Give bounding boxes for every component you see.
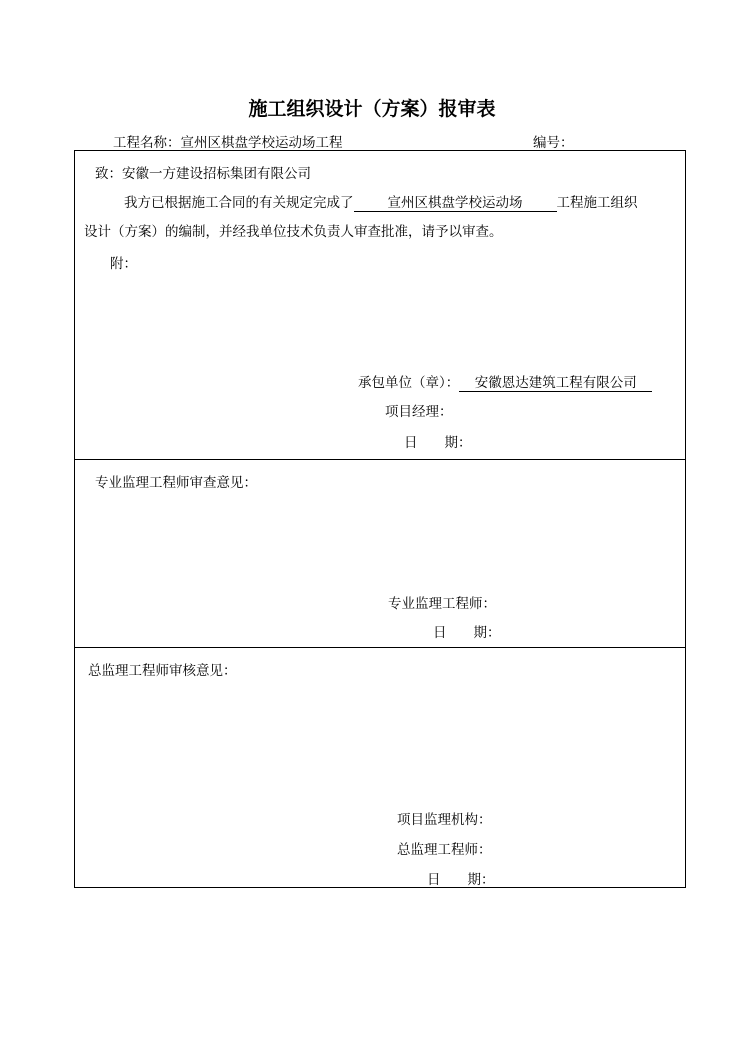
- submission-statement-line1: [124, 191, 638, 212]
- specialist-opinion-label: 专业监理工程师审查意见：: [95, 475, 257, 491]
- submission-statement-line2: 设计（方案）的编制，并经我单位技术负责人审查批准，请予以审查。: [84, 224, 503, 240]
- project-name-value: 宣州区棋盘学校运动场工程: [180, 135, 343, 151]
- page-title: 施工组织设计（方案）报审表: [248, 98, 496, 120]
- project-manager-label: 项目经理：: [385, 404, 453, 420]
- document-number-label: 编号：: [533, 135, 574, 151]
- section-divider-1: [74, 459, 686, 460]
- specialist-engineer-label: 专业监理工程师：: [388, 596, 496, 612]
- statement-suffix: 工程施工组织: [556, 195, 638, 211]
- project-label: 工程名称：: [113, 135, 181, 151]
- chief-opinion-label: 总监理工程师审核意见：: [88, 663, 237, 679]
- addressee: 致：安徽一方建设招标集团有限公司: [95, 166, 311, 182]
- section2-date-label: 日 期：: [433, 625, 501, 641]
- supervision-org-label: 项目监理机构：: [397, 812, 492, 828]
- section1-date-label: 日 期：: [404, 435, 472, 451]
- statement-project-name: 宣州区棋盘学校运动场: [354, 195, 557, 212]
- contractor-name: 安徽恩达建筑工程有限公司: [459, 375, 652, 392]
- contractor-field: [358, 371, 652, 392]
- contractor-label: 承包单位（章）：: [358, 375, 460, 391]
- project-name-field: [113, 131, 343, 151]
- form-table: [74, 150, 686, 888]
- section-divider-2: [74, 647, 686, 648]
- chief-engineer-label: 总监理工程师：: [397, 842, 492, 858]
- attachment-label: 附：: [110, 256, 137, 272]
- statement-prefix: 我方已根据施工合同的有关规定完成了: [124, 195, 354, 211]
- section3-date-label: 日 期：: [427, 872, 495, 888]
